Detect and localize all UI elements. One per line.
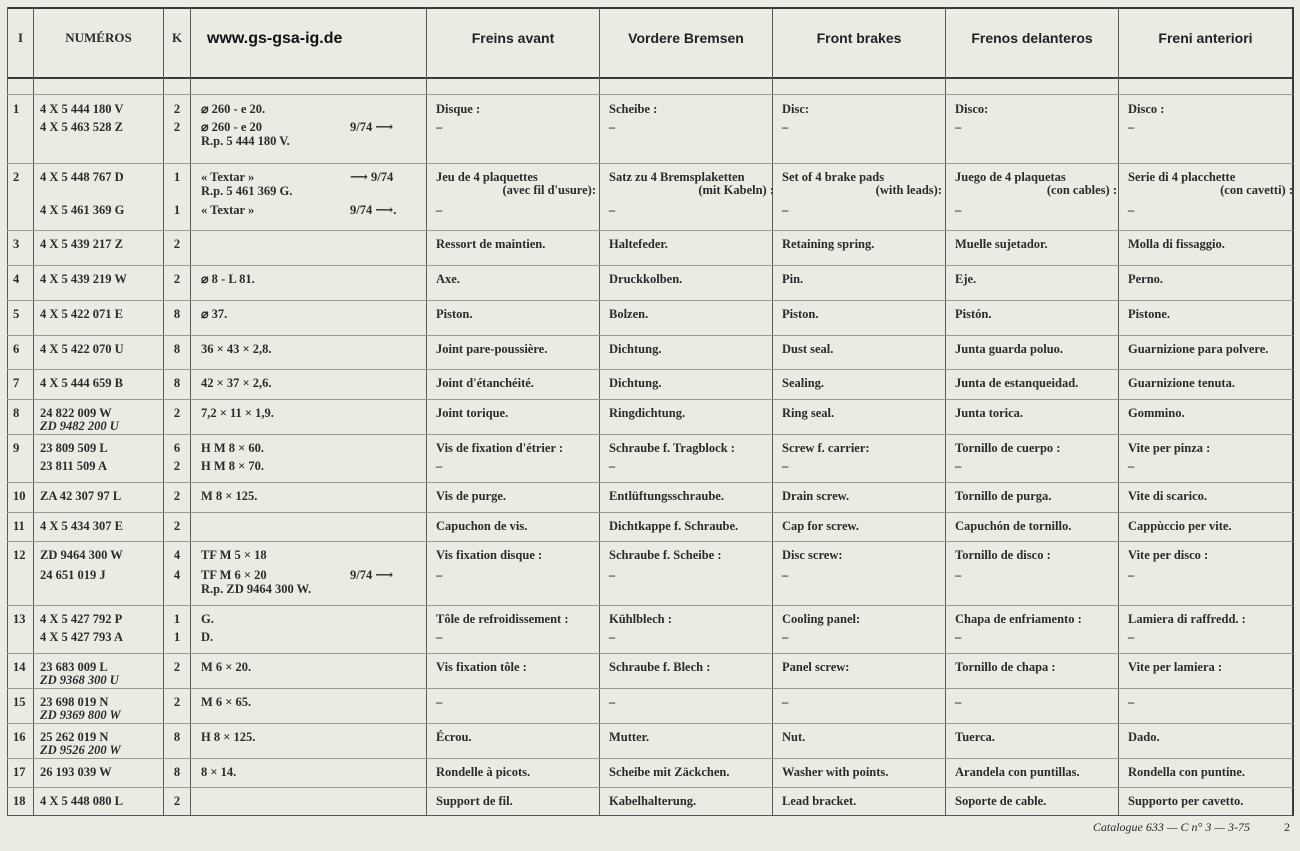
description-french: Vis fixation tôle : — [436, 660, 527, 674]
quantity-k: 6 — [173, 441, 181, 455]
description-italian: Molla di fissaggio. — [1128, 237, 1225, 251]
column-divider — [33, 7, 34, 816]
part-number: 23 809 509 L — [40, 441, 108, 455]
description-italian: – — [1128, 695, 1135, 709]
row-number: 10 — [13, 489, 26, 503]
description-german-continued: (mit Kabeln) : — [698, 183, 774, 197]
specification: ⌀ 260 - e 20 — [201, 120, 262, 134]
description-spanish: Disco: — [955, 102, 989, 116]
description-italian: Vite di scarico. — [1128, 489, 1208, 503]
description-italian: Pistone. — [1128, 307, 1171, 321]
specification: M 6 × 65. — [201, 695, 252, 709]
part-number: 4 X 5 463 528 Z — [40, 120, 123, 134]
row-separator — [7, 482, 1293, 483]
description-english: Disc: — [782, 102, 810, 116]
description-german: Dichtung. — [609, 376, 662, 390]
row-number: 18 — [13, 794, 26, 808]
specification: 7,2 × 11 × 1,9. — [201, 406, 274, 420]
description-spanish: Junta torica. — [955, 406, 1024, 420]
row-separator — [7, 758, 1293, 759]
quantity-k: 8 — [173, 376, 181, 390]
description-german: Bolzen. — [609, 307, 649, 321]
header-english: Front brakes — [816, 30, 902, 46]
row-number: 13 — [13, 612, 26, 626]
description-french: Piston. — [436, 307, 473, 321]
specification-replacement: R.p. 5 461 369 G. — [201, 184, 293, 198]
description-english: Pin. — [782, 272, 804, 286]
specification: ⌀ 8 - L 81. — [201, 272, 255, 286]
row-separator — [7, 434, 1293, 435]
description-english: Nut. — [782, 730, 806, 744]
part-number: 4 X 5 434 307 E — [40, 519, 123, 533]
header-spanish: Frenos delanteros — [971, 30, 1093, 46]
description-spanish: Capuchón de tornillo. — [955, 519, 1072, 533]
specification: H M 8 × 70. — [201, 459, 265, 473]
row-number: 7 — [13, 376, 20, 390]
column-divider — [1118, 7, 1119, 816]
column-divider — [426, 7, 427, 816]
description-italian: Vite per disco : — [1128, 548, 1209, 562]
quantity-k: 1 — [173, 203, 181, 217]
description-italian: – — [1128, 120, 1135, 134]
quantity-k: 1 — [173, 612, 181, 626]
part-number: 4 X 5 448 080 L — [40, 794, 123, 808]
row-separator — [7, 265, 1293, 266]
date-note: ⟶ 9/74 — [350, 170, 394, 184]
description-german: Scheibe : — [609, 102, 658, 116]
quantity-k: 2 — [173, 102, 181, 116]
description-english: Screw f. carrier: — [782, 441, 870, 455]
description-german: Satz zu 4 Bremsplaketten — [609, 170, 745, 184]
description-italian: – — [1128, 203, 1135, 217]
description-german: Entlüftungsschraube. — [609, 489, 724, 503]
specification: TF M 5 × 18 — [201, 548, 267, 562]
quantity-k: 2 — [173, 406, 181, 420]
description-english: Washer with points. — [782, 765, 889, 779]
row-separator — [7, 541, 1293, 542]
header-index: I — [17, 30, 24, 45]
description-french: – — [436, 459, 443, 473]
description-german: Schraube f. Blech : — [609, 660, 711, 674]
quantity-k: 1 — [173, 630, 181, 644]
description-french: – — [436, 120, 443, 134]
description-spanish: – — [955, 120, 962, 134]
description-english: Set of 4 brake pads — [782, 170, 885, 184]
quantity-k: 2 — [173, 794, 181, 808]
part-number: 23 811 509 A — [40, 459, 108, 473]
row-separator — [7, 787, 1293, 788]
watermark-url: www.gs-gsa-ig.de — [207, 30, 343, 47]
description-french: Axe. — [436, 272, 460, 286]
description-italian: Rondella con puntine. — [1128, 765, 1246, 779]
description-spanish: Chapa de enfriamento : — [955, 612, 1082, 626]
description-italian: Cappùccio per vite. — [1128, 519, 1232, 533]
description-french: Vis de fixation d'étrier : — [436, 441, 564, 455]
row-number: 1 — [13, 102, 20, 116]
description-french: Rondelle à picots. — [436, 765, 531, 779]
specification: H M 8 × 60. — [201, 441, 265, 455]
row-separator — [7, 369, 1293, 370]
description-german: – — [609, 568, 616, 582]
quantity-k: 2 — [173, 695, 181, 709]
row-number: 14 — [13, 660, 26, 674]
specification: M 8 × 125. — [201, 489, 258, 503]
quantity-k: 8 — [173, 342, 181, 356]
description-english: Panel screw: — [782, 660, 850, 674]
description-german: – — [609, 120, 616, 134]
description-italian: – — [1128, 568, 1135, 582]
part-number-alt: ZD 9368 300 U — [40, 673, 119, 687]
description-italian: Disco : — [1128, 102, 1165, 116]
description-italian: Dado. — [1128, 730, 1160, 744]
row-separator — [7, 688, 1293, 689]
quantity-k: 8 — [173, 307, 181, 321]
specification: ⌀ 37. — [201, 307, 228, 321]
column-divider — [945, 7, 946, 816]
description-french: – — [436, 568, 443, 582]
description-spanish: Tornillo de cuerpo : — [955, 441, 1061, 455]
quantity-k: 2 — [173, 489, 181, 503]
part-number: 25 262 019 N — [40, 730, 109, 744]
row-separator — [7, 94, 1293, 95]
part-number: 24 651 019 J — [40, 568, 106, 582]
description-spanish: – — [955, 695, 962, 709]
description-english: – — [782, 203, 789, 217]
specification: TF M 6 × 20 — [201, 568, 267, 582]
description-german: – — [609, 459, 616, 473]
quantity-k: 2 — [173, 519, 181, 533]
description-english: – — [782, 459, 789, 473]
row-number: 8 — [13, 406, 20, 420]
description-english: Ring seal. — [782, 406, 835, 420]
description-english: Dust seal. — [782, 342, 834, 356]
description-spanish: Junta de estanqueidad. — [955, 376, 1079, 390]
description-english: Sealing. — [782, 376, 825, 390]
specification: ⌀ 260 - e 20. — [201, 102, 266, 116]
description-french: Écrou. — [436, 730, 472, 744]
column-divider — [7, 7, 8, 816]
description-french: Ressort de maintien. — [436, 237, 546, 251]
quantity-k: 8 — [173, 765, 181, 779]
row-number: 12 — [13, 548, 26, 562]
part-number: 4 X 5 444 659 B — [40, 376, 123, 390]
description-italian: Gommino. — [1128, 406, 1185, 420]
specification: 36 × 43 × 2,8. — [201, 342, 272, 356]
specification: « Textar » — [201, 170, 255, 184]
description-french: Capuchon de vis. — [436, 519, 528, 533]
part-number: 26 193 039 W — [40, 765, 112, 779]
description-german: Schraube f. Tragblock : — [609, 441, 735, 455]
header-separator — [7, 77, 1293, 79]
description-spanish: Tuerca. — [955, 730, 995, 744]
catalogue-reference: Catalogue 633 — C n° 3 — 3-75 — [1092, 820, 1250, 834]
frame-top-rule — [7, 7, 1293, 9]
description-french: Tôle de refroidissement : — [436, 612, 569, 626]
frame-bottom-rule — [7, 815, 1293, 816]
header-german: Vordere Bremsen — [628, 30, 744, 46]
description-spanish: Junta guarda poluo. — [955, 342, 1064, 356]
description-english: Cooling panel: — [782, 612, 861, 626]
description-spanish: – — [955, 459, 962, 473]
description-italian: Vite per pinza : — [1128, 441, 1211, 455]
row-separator — [7, 512, 1293, 513]
specification: D. — [201, 630, 214, 644]
description-spanish: – — [955, 630, 962, 644]
row-number: 4 — [13, 272, 20, 286]
description-italian: Supporto per cavetto. — [1128, 794, 1244, 808]
description-english: Piston. — [782, 307, 819, 321]
description-french: – — [436, 203, 443, 217]
description-italian: – — [1128, 459, 1135, 473]
row-separator — [7, 605, 1293, 606]
row-separator — [7, 653, 1293, 654]
description-french: Joint d'étanchéité. — [436, 376, 534, 390]
row-number: 3 — [13, 237, 20, 251]
row-separator — [7, 399, 1293, 400]
description-english: Retaining spring. — [782, 237, 875, 251]
description-english: – — [782, 568, 789, 582]
description-spanish: Arandela con puntillas. — [955, 765, 1080, 779]
description-german: – — [609, 203, 616, 217]
description-french-continued: (avec fil d'usure): — [502, 183, 596, 197]
description-english: Cap for screw. — [782, 519, 859, 533]
part-number: ZA 42 307 97 L — [40, 489, 122, 503]
specification: M 6 × 20. — [201, 660, 252, 674]
part-number: ZD 9464 300 W — [40, 548, 123, 562]
description-english: Lead bracket. — [782, 794, 857, 808]
description-english: Drain screw. — [782, 489, 850, 503]
header-italian: Freni anteriori — [1158, 30, 1253, 46]
part-number: 4 X 5 439 219 W — [40, 272, 127, 286]
header-french: Freins avant — [471, 30, 555, 46]
quantity-k: 8 — [173, 730, 181, 744]
description-german: Schraube f. Scheibe : — [609, 548, 722, 562]
quantity-k: 2 — [173, 660, 181, 674]
quantity-k: 4 — [173, 548, 181, 562]
part-number: 23 698 019 N — [40, 695, 109, 709]
row-number: 2 — [13, 170, 20, 184]
description-italian-continued: (con cavetti) : — [1220, 183, 1293, 197]
part-number: 4 X 5 422 070 U — [40, 342, 124, 356]
row-number: 5 — [13, 307, 20, 321]
part-number-alt: ZD 9482 200 U — [40, 419, 119, 433]
specification: « Textar » — [201, 203, 255, 217]
description-spanish: Muelle sujetador. — [955, 237, 1048, 251]
description-french: – — [436, 630, 443, 644]
description-english: Disc screw: — [782, 548, 843, 562]
description-italian: Lamiera di raffredd. : — [1128, 612, 1246, 626]
specification: G. — [201, 612, 214, 626]
row-separator — [7, 335, 1293, 336]
description-german: Druckkolben. — [609, 272, 683, 286]
part-number-alt: ZD 9369 800 W — [40, 708, 121, 722]
description-spanish: Tornillo de purga. — [955, 489, 1052, 503]
specification: H 8 × 125. — [201, 730, 256, 744]
row-number: 9 — [13, 441, 20, 455]
row-number: 16 — [13, 730, 26, 744]
description-french: Jeu de 4 plaquettes — [436, 170, 538, 184]
description-french: Vis de purge. — [436, 489, 507, 503]
description-french: Vis fixation disque : — [436, 548, 543, 562]
part-number: 4 X 5 461 369 G — [40, 203, 125, 217]
description-italian: – — [1128, 630, 1135, 644]
description-french: Joint pare-poussière. — [436, 342, 548, 356]
row-number: 6 — [13, 342, 20, 356]
description-german: Dichtung. — [609, 342, 662, 356]
quantity-k: 2 — [173, 120, 181, 134]
row-number: 11 — [13, 519, 25, 533]
description-spanish: Tornillo de disco : — [955, 548, 1051, 562]
part-number-alt: ZD 9526 200 W — [40, 743, 121, 757]
description-english: – — [782, 120, 789, 134]
description-english: – — [782, 630, 789, 644]
header-numeros: NUMÉROS — [65, 30, 132, 45]
description-spanish: – — [955, 203, 962, 217]
quantity-k: 2 — [173, 272, 181, 286]
quantity-k: 4 — [173, 568, 181, 582]
description-german: Mutter. — [609, 730, 650, 744]
description-german: Dichtkappe f. Schraube. — [609, 519, 739, 533]
page-number: 2 — [1284, 820, 1290, 834]
description-spanish: Juego de 4 plaquetas — [955, 170, 1066, 184]
description-spanish: Eje. — [955, 272, 977, 286]
description-italian: Perno. — [1128, 272, 1164, 286]
part-number: 23 683 009 L — [40, 660, 108, 674]
date-note: 9/74 ⟶ — [350, 120, 394, 134]
description-german: Haltefeder. — [609, 237, 668, 251]
part-number: 4 X 5 422 071 E — [40, 307, 123, 321]
specification: 42 × 37 × 2,6. — [201, 376, 272, 390]
row-separator — [7, 230, 1293, 231]
description-spanish: Pistón. — [955, 307, 992, 321]
header-k: K — [171, 30, 183, 45]
description-english-continued: (with leads): — [875, 183, 942, 197]
row-number: 17 — [13, 765, 26, 779]
column-divider — [163, 7, 164, 816]
description-french: Support de fil. — [436, 794, 513, 808]
page-footer — [1000, 820, 1290, 835]
row-separator — [7, 723, 1293, 724]
description-spanish: Soporte de cable. — [955, 794, 1047, 808]
description-italian: Guarnizione para polvere. — [1128, 342, 1269, 356]
quantity-k: 1 — [173, 170, 181, 184]
description-italian: Vite per lamiera : — [1128, 660, 1223, 674]
column-divider — [190, 7, 191, 816]
part-number: 4 X 5 439 217 Z — [40, 237, 123, 251]
specification-replacement: R.p. 5 444 180 V. — [201, 134, 290, 148]
part-number: 4 X 5 448 767 D — [40, 170, 124, 184]
part-number: 4 X 5 427 793 A — [40, 630, 123, 644]
part-number: 4 X 5 444 180 V — [40, 102, 124, 116]
description-italian: Serie di 4 placchette — [1128, 170, 1236, 184]
row-separator — [7, 300, 1293, 301]
specification: 8 × 14. — [201, 765, 237, 779]
description-french: Disque : — [436, 102, 481, 116]
description-french: Joint torique. — [436, 406, 509, 420]
description-german: Scheibe mit Zäckchen. — [609, 765, 730, 779]
description-german: Kühlblech : — [609, 612, 672, 626]
specification-replacement: R.p. ZD 9464 300 W. — [201, 582, 312, 596]
part-number: 4 X 5 427 792 P — [40, 612, 123, 626]
description-german: Kabelhalterung. — [609, 794, 697, 808]
description-spanish: Tornillo de chapa : — [955, 660, 1056, 674]
description-german: – — [609, 695, 616, 709]
row-separator — [7, 163, 1293, 164]
quantity-k: 2 — [173, 459, 181, 473]
date-note: 9/74 ⟶. — [350, 203, 397, 217]
description-german: – — [609, 630, 616, 644]
column-divider — [599, 7, 600, 816]
description-spanish: – — [955, 568, 962, 582]
description-italian: Guarnizione tenuta. — [1128, 376, 1235, 390]
date-note: 9/74 ⟶ — [350, 568, 394, 582]
quantity-k: 2 — [173, 237, 181, 251]
part-number: 24 822 009 W — [40, 406, 112, 420]
description-german: Ringdichtung. — [609, 406, 686, 420]
description-spanish-continued: (con cables) : — [1046, 183, 1117, 197]
description-english: – — [782, 695, 789, 709]
row-number: 15 — [13, 695, 26, 709]
description-french: – — [436, 695, 443, 709]
